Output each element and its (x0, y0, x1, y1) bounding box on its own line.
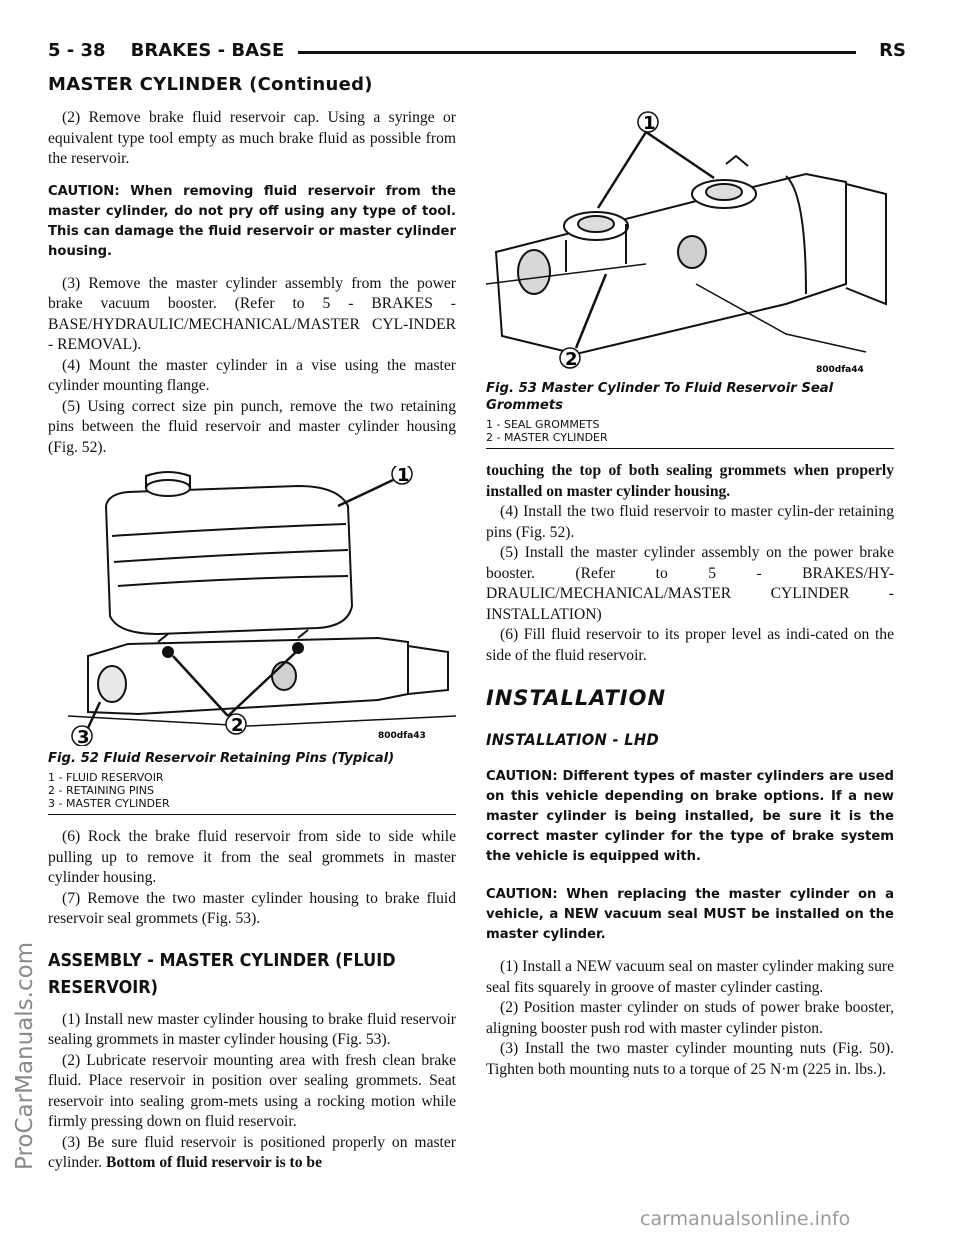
fig52-code: 800dfa43 (378, 731, 426, 741)
step-5-paragraph: (5) Using correct size pin punch, remove the two retaining pins between the fluid reservoir and master cylinder housing (Fig. 52). (48, 397, 456, 456)
legend-item: 1 - FLUID RESERVOIR (48, 771, 164, 784)
assembly-step-5: (5) Install the master cylinder assembly on the power brake booster. (Refer to 5 - BRAKES/HY-DRAULIC/MECHANICAL/MASTER CYLINDER - INSTALLATION) (486, 544, 894, 623)
assembly-step-3-text: (3) Be sure fluid reservoir is positioned properly on master cylinder. (48, 1133, 456, 1171)
legend-item: 3 - MASTER CYLINDER (48, 797, 170, 810)
figure-53-legend (486, 418, 894, 444)
assembly-step-1: (1) Install new master cylinder housing to brake fluid reservoir sealing grommets in master cylinder housing (Fig. 53). (48, 1010, 456, 1048)
fig52-callout-2: 2 (231, 715, 244, 736)
install-step-2: (2) Position master cylinder on studs of power brake booster, aligning booster push rod with master cylinder piston. (486, 999, 894, 1037)
left-column (48, 108, 456, 1174)
fig52-callout-3: 3 (77, 727, 90, 746)
fig53-callout-2: 2 (565, 349, 578, 370)
figure-divider (486, 448, 894, 449)
step-7-paragraph: (7) Remove the two master cylinder housing to brake fluid reservoir seal grommets (Fig. 53). (48, 889, 456, 927)
side-watermark: ProCarManuals.com (12, 941, 38, 1170)
assembly-step-4: (4) Install the two fluid reservoir to master cylin-der retaining pins (Fig. 52). (486, 503, 894, 541)
legend-item: 2 - MASTER CYLINDER (486, 431, 608, 444)
step-3-paragraph: (3) Remove the master cylinder assembly from the power brake vacuum booster. (Refer to 5 - BRAKES - BASE/HYDRAULIC/MECHANICAL/MASTER CYL-INDER - REMOVAL). (48, 274, 456, 353)
step-4-paragraph: (4) Mount the master cylinder in a vise using the master cylinder mounting flange. (48, 356, 456, 394)
assembly-heading: ASSEMBLY - MASTER CYLINDER (FLUID RESERVOIR) (48, 950, 396, 998)
figure-52-title: Fig. 52 Fluid Reservoir Retaining Pins (Typical) (48, 751, 395, 766)
caution-vacuum-seal: CAUTION: When replacing the master cylinder on a vehicle, a NEW vacuum seal MUST be installed on the master cylinder. (486, 887, 894, 942)
figure-53-illustration (486, 104, 894, 376)
figure-52 (48, 466, 456, 815)
section-continued-title: MASTER CYLINDER (Continued) (48, 74, 373, 95)
assembly-step-3-continued (486, 461, 894, 502)
fig52-callout-1: 1 (397, 466, 410, 486)
figure-52-illustration (48, 466, 456, 746)
assembly-step-3-bold: Bottom of fluid reservoir is to be (106, 1154, 323, 1171)
step-6-paragraph: (6) Rock the brake fluid reservoir from side to side while pulling up to remove it from the seal grommets in master cylinder housing. (48, 828, 456, 886)
legend-item: 1 - SEAL GROMMETS (486, 418, 600, 431)
assembly-step-2: (2) Lubricate reservoir mounting area with fresh clean brake fluid. Place reservoir in position over sealing grommets. Seat reservoir into sealing grom-mets using a rocking motion while firmly pressing down on fluid reservoir. (48, 1051, 456, 1130)
step-2-paragraph: (2) Remove brake fluid reservoir cap. Using a syringe or equivalent type tool empty as much brake fluid as possible from the reservoir. (48, 109, 456, 167)
page-header (48, 40, 906, 70)
install-step-3: (3) Install the two master cylinder mounting nuts (Fig. 50). Tighten both mounting nuts to a torque of 25 N·m (225 in. lbs.). (486, 1040, 894, 1078)
figure-53 (486, 104, 894, 449)
install-step-1: (1) Install a NEW vacuum seal on master cylinder making sure seal fits squarely in groove of master cylinder casting. (486, 958, 894, 996)
caution-reservoir-removal: CAUTION: When removing fluid reservoir from the master cylinder, do not pry off using any type of tool. This can damage the fluid reservoir or master cylinder housing. (48, 183, 456, 259)
assembly-step-3-bold-cont: touching the top of both sealing grommets when properly installed on master cylinder housing. (486, 462, 894, 500)
legend-item: 2 - RETAINING PINS (48, 784, 154, 797)
header-rule (298, 51, 856, 54)
figure-53-title: Fig. 53 Master Cylinder To Fluid Reservoir Seal Grommets (486, 381, 834, 413)
caution-cylinder-types: CAUTION: Different types of master cylinders are used on this vehicle depending on brake options. If a new master cylinder is being installed, be sure it is the correct master cylinder for the type of brake system the vehicle is equipped with. (486, 769, 894, 864)
installation-lhd-heading: INSTALLATION - LHD (486, 730, 660, 749)
fig53-code: 800dfa44 (816, 365, 864, 375)
figure-52-legend (48, 771, 456, 810)
installation-heading: INSTALLATION (486, 686, 667, 710)
footer-watermark: carmanualsonline.info (640, 1208, 851, 1230)
assembly-step-3 (48, 1133, 456, 1174)
page-reference: 5 - 38 BRAKES - BASE (48, 40, 285, 61)
assembly-step-6: (6) Fill fluid reservoir to its proper level as indi-cated on the side of the fluid reservoir. (486, 626, 894, 664)
figure-divider (48, 814, 456, 815)
right-column (486, 104, 894, 1080)
section-code: RS (879, 40, 906, 61)
fig53-callout-1: 1 (643, 113, 656, 134)
